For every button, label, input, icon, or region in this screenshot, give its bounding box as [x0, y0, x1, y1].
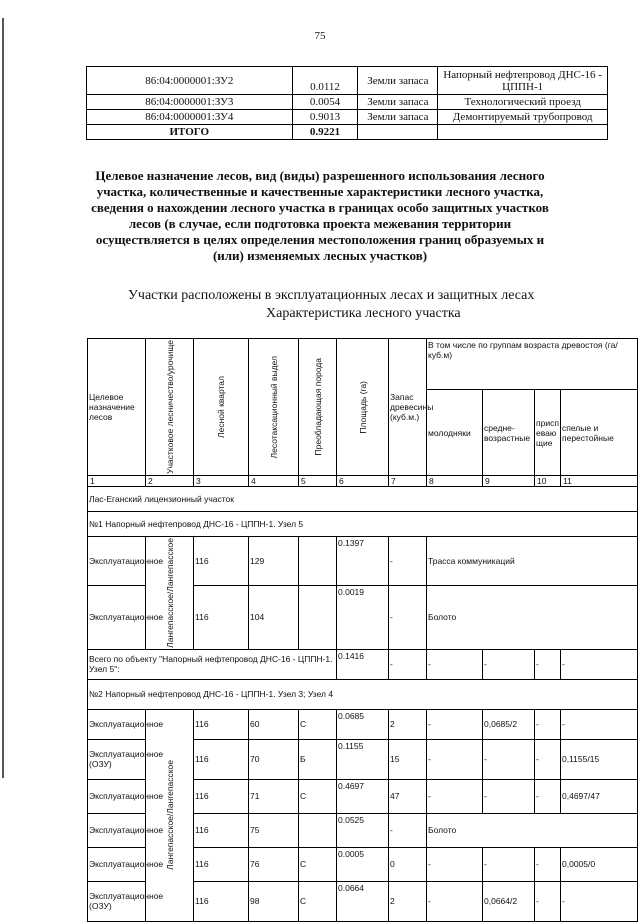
row-species: С [299, 881, 337, 921]
header-area: Площадь (га) [357, 380, 368, 434]
plot-area: 0.0112 [292, 67, 358, 95]
row-quarter: 116 [194, 779, 249, 813]
header-row [88, 339, 638, 390]
plot-category: Земли запаса [358, 110, 438, 125]
subtitle-characteristics: Характеристика лесного участка [266, 306, 461, 321]
row-species: С [299, 847, 337, 881]
row-taxation: 60 [249, 709, 299, 739]
row-species: С [299, 709, 337, 739]
row-note: Болото [427, 813, 638, 847]
row-mature: 0,0005/0 [561, 847, 638, 881]
header-mature: спелые и перестойные [561, 390, 638, 476]
row-quarter: 116 [194, 536, 249, 585]
table-row [88, 536, 638, 585]
row-purpose: Эксплуатационное [88, 586, 146, 650]
license-area-title: Лас-Еганский лицензионный участок [88, 486, 638, 511]
object2-title: №2 Напорный нефтепровод ДНС-16 - ЦППН-1. Узел 3; Узел 4 [88, 679, 638, 709]
row-quarter: 116 [194, 739, 249, 779]
row-taxation: 75 [249, 813, 299, 847]
row-middle: 0,0664/2 [483, 881, 535, 921]
table-row [88, 709, 638, 739]
row-purpose: Эксплуатационное (ОЗУ) [88, 881, 146, 921]
row-taxation: 76 [249, 847, 299, 881]
row-ripening: - [535, 779, 561, 813]
row-area: 0.1397 [337, 536, 389, 585]
row-young: - [427, 779, 483, 813]
row-young: - [427, 739, 483, 779]
plot-purpose: Напорный нефтепровод ДНС-16 - ЦППН-1 [438, 67, 608, 95]
row-purpose: Эксплуатационное (ОЗУ) [88, 739, 146, 779]
plot-code: 86:04:0000001:ЗУ2 [87, 67, 293, 95]
section-heading: Целевое назначение лесов, вид (виды) разрешенного использования лесного участка, количественные и качественные характеристики лесного участка, сведения о нахождении лесного участка в границах особо защитных участков лесов (в случае, если подготовка проекта межевания территории осуществляется в целях определения местоположения границ образуемых и (или) изменяемых лесных участков) [91, 168, 549, 263]
header-forestry: Участковое лесничество/урочище [164, 340, 175, 474]
row-area: 0.0005 [337, 847, 389, 881]
row-quarter: 116 [194, 881, 249, 921]
row-area: 0.1155 [337, 739, 389, 779]
total-label: ИТОГО [87, 125, 293, 140]
license-area-row [88, 486, 638, 511]
row-taxation: 98 [249, 881, 299, 921]
plot-area: 0.0054 [292, 95, 358, 110]
row-stock: 2 [389, 709, 427, 739]
header-ripening: приспевающие [535, 390, 561, 476]
row-quarter: 116 [194, 847, 249, 881]
row-area: 0.0664 [337, 881, 389, 921]
col-number: 10 [535, 475, 561, 486]
header-young: молодняки [427, 390, 483, 476]
header-middle: средне-возрастные [483, 390, 535, 476]
col-number: 9 [483, 475, 535, 486]
row-middle: - [483, 739, 535, 779]
header-taxation: Лесотаксационный выдел [268, 355, 279, 459]
header-species: Преобладающая порода [312, 358, 323, 456]
row-young: - [427, 709, 483, 739]
row-taxation: 104 [249, 586, 299, 650]
col-number: 4 [249, 475, 299, 486]
header-stock: Запас древесины (куб.м.) [389, 339, 427, 476]
row-taxation: 71 [249, 779, 299, 813]
row-forestry: Лангепасское/Лангепасское [164, 760, 175, 871]
col-number: 8 [427, 475, 483, 486]
object-title-row [88, 679, 638, 709]
column-numbers-row [88, 475, 638, 486]
header-quarter: Лесной квартал [216, 375, 226, 438]
row-species [299, 536, 337, 585]
col-number: 3 [194, 475, 249, 486]
object1-title: №1 Напорный нефтепровод ДНС-16 - ЦППН-1. Узел 5 [88, 511, 638, 536]
object1-total-label: Всего по объекту "Напорный нефтепровод ДНС-16 - ЦППН-1. Узел 5": [88, 649, 337, 679]
row-area: 0.4697 [337, 779, 389, 813]
row-mature: - [561, 709, 638, 739]
object-title-row [88, 511, 638, 536]
table-row [87, 110, 608, 125]
page-number: 75 [314, 30, 326, 42]
row-forestry: Лангепасское/Лангепасское [164, 537, 175, 648]
row-stock: 47 [389, 779, 427, 813]
land-plots-table [86, 66, 608, 140]
subtitle-forests: Участки расположены в эксплуатационных лесах и защитных лесах [128, 288, 535, 303]
total-area: 0.9221 [292, 125, 358, 140]
row-species [299, 813, 337, 847]
row-species: С [299, 779, 337, 813]
col-number: 6 [337, 475, 389, 486]
row-middle: - [483, 847, 535, 881]
header-purpose: Целевое назначение лесов [88, 339, 146, 476]
col-number: 11 [561, 475, 638, 486]
col-number: 5 [299, 475, 337, 486]
plot-category: Земли запаса [358, 95, 438, 110]
header-age-groups: В том числе по группам возраста древостоя (га/куб.м) [427, 339, 638, 390]
row-mature: - [561, 881, 638, 921]
row-ripening: - [535, 709, 561, 739]
row-stock: - [389, 586, 427, 650]
row-species: Б [299, 739, 337, 779]
row-ripening: - [535, 881, 561, 921]
object-total-row: Всего по объекту "Напорный нефтепровод ДНС-16 - ЦППН-1. Узел 5": 0.1416 - - - - - [88, 649, 638, 679]
row-note: Болото [427, 586, 638, 650]
row-purpose: Эксплуатационное [88, 847, 146, 881]
row-mature: 0,4697/47 [561, 779, 638, 813]
row-area: 0.0019 [337, 586, 389, 650]
total-row [87, 125, 608, 140]
plot-purpose: Демонтируемый трубопровод [438, 110, 608, 125]
row-purpose: Эксплуатационное [88, 709, 146, 739]
plot-purpose: Технологический проезд [438, 95, 608, 110]
table-row [87, 67, 608, 95]
row-purpose: Эксплуатационное [88, 813, 146, 847]
col-number: 2 [146, 475, 194, 486]
scan-edge-line [2, 18, 4, 778]
row-middle: - [483, 779, 535, 813]
row-quarter: 116 [194, 586, 249, 650]
row-area: 0.0525 [337, 813, 389, 847]
row-mature: 0,1155/15 [561, 739, 638, 779]
forest-plot-table [87, 338, 638, 922]
object1-total-area: 0.1416 [337, 649, 389, 679]
row-middle: 0,0685/2 [483, 709, 535, 739]
plot-area: 0.9013 [292, 110, 358, 125]
plot-code: 86:04:0000001:ЗУ3 [87, 95, 293, 110]
row-species [299, 586, 337, 650]
row-quarter: 116 [194, 813, 249, 847]
row-ripening: - [535, 847, 561, 881]
row-ripening: - [535, 739, 561, 779]
row-area: 0.0685 [337, 709, 389, 739]
table-row [87, 95, 608, 110]
plot-category: Земли запаса [358, 67, 438, 95]
row-quarter: 116 [194, 709, 249, 739]
row-purpose: Эксплуатационное [88, 536, 146, 585]
row-taxation: 70 [249, 739, 299, 779]
row-stock: 0 [389, 847, 427, 881]
row-stock: 2 [389, 881, 427, 921]
row-young: - [427, 847, 483, 881]
row-note: Трасса коммуникаций [427, 536, 638, 585]
row-taxation: 129 [249, 536, 299, 585]
row-stock: 15 [389, 739, 427, 779]
col-number: 1 [88, 475, 146, 486]
row-stock: - [389, 536, 427, 585]
row-purpose: Эксплуатационное [88, 779, 146, 813]
row-young: - [427, 881, 483, 921]
row-stock: - [389, 813, 427, 847]
plot-code: 86:04:0000001:ЗУ4 [87, 110, 293, 125]
col-number: 7 [389, 475, 427, 486]
